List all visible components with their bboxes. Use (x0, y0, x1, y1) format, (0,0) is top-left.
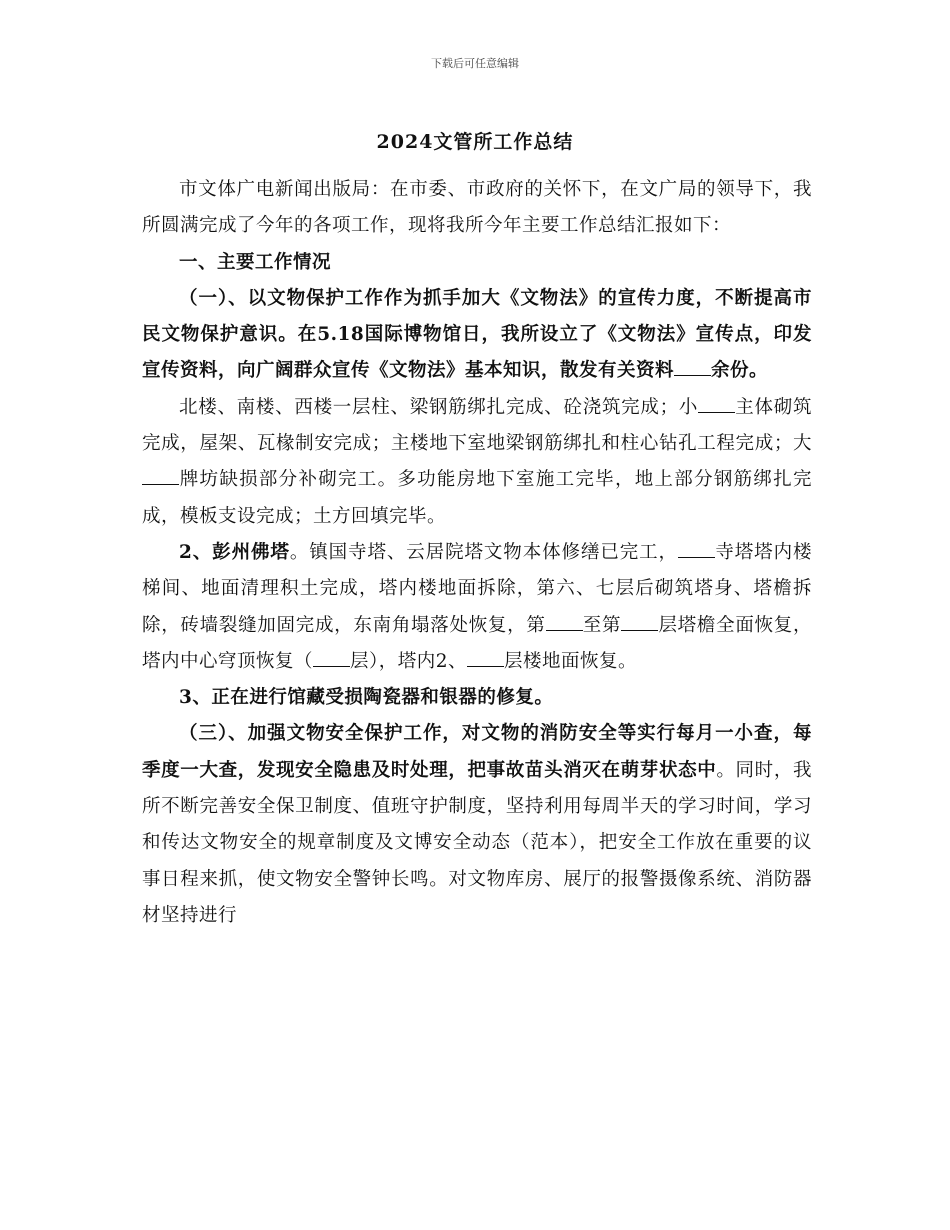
item-2-text-2: 寺塔塔内楼梯间、地面清理积土完成，塔内楼地面拆除，第六、七层后砌筑塔身、塔檐拆除，砖墙裂缝加固完成，东南角塌落处恢复，第 (142, 541, 812, 636)
item-san-text: 。同时，我所不断完善安全保卫制度、值班守护制度，坚持利用每周半天的学习时间，学习和传达文物安全的规章制度及文博安全动态（范本），把安全工作放在重要的议事日程来抓，使文物安全警钟长鸣。对文物库房、展厅的报警摄像系统、消防器材坚持进行 (142, 759, 812, 926)
item-2-text-1: 。镇国寺塔、云居院塔文物本体修缮已完工， (289, 541, 678, 563)
item-2-text-3: 至第 (582, 614, 622, 636)
blank-floor-level (467, 666, 504, 667)
intro-paragraph: 市文体广电新闻出版局：在市委、市政府的关怀下，在文广局的领导下，我所圆满完成了今年的各项工作，现将我所今年主要工作总结汇报如下： (142, 179, 812, 237)
item-2-text-4: 层塔檐全面恢复，塔内中心穹顶恢复（ (142, 614, 812, 672)
item-3-paragraph: 3、正在进行馆藏受损陶瓷器和银器的修复。 (179, 687, 554, 709)
buildings-paragraph (142, 390, 812, 535)
blank-large-building (142, 484, 179, 485)
blank-floor-from (546, 630, 583, 631)
document-body (142, 172, 812, 934)
header-note: 下载后可任意编辑 (431, 57, 519, 70)
buildings-text-3: 牌坊缺损部分补砌完工。多功能房地下室施工完毕，地上部分钢筋绑扎完成，模板支设完成；土方回填完毕。 (142, 469, 812, 527)
item-2-paragraph (142, 535, 812, 680)
blank-count (674, 375, 711, 376)
document-title: 2024文管所工作总结 (376, 131, 574, 153)
blank-dome-floor (313, 666, 350, 667)
item-2-text-5: 层），塔内2、 (350, 650, 468, 672)
item-san-paragraph (142, 716, 812, 934)
item-2-text-6: 层楼地面恢复。 (504, 650, 638, 672)
blank-floor-to (621, 630, 658, 631)
section-heading-main-work: 一、主要工作情况 (179, 251, 332, 273)
item-2-label: 2、彭州佛塔 (179, 541, 290, 563)
buildings-text-1: 北楼、南楼、西楼一层柱、梁钢筋绑扎完成、砼浇筑完成；小 (179, 396, 699, 418)
item-san-bold: （三）、加强文物安全保护工作，对文物的消防安全等实行每月一小查，每季度一大查，发现安全隐患及时处理，把事故苗头消灭在萌芽状态中 (142, 723, 812, 781)
item-1-text: （一）、以文物保护工作作为抓手加大《文物法》的宣传力度，不断提高市民文物保护意识。在5.18国际博物馆日，我所设立了《文物法》宣传点，印发宣传资料，向广阔群众宣传《文物法》基本知识，散发有关资料 (142, 287, 812, 382)
item-1-text-end: 余份。 (711, 360, 769, 382)
blank-small-building (698, 412, 735, 413)
item-1-paragraph (142, 281, 812, 390)
blank-temple (678, 557, 715, 558)
buildings-text-2: 主体砌筑完成，屋架、瓦椽制安完成；主楼地下室地梁钢筋绑扎和柱心钻孔工程完成；大 (142, 396, 812, 455)
